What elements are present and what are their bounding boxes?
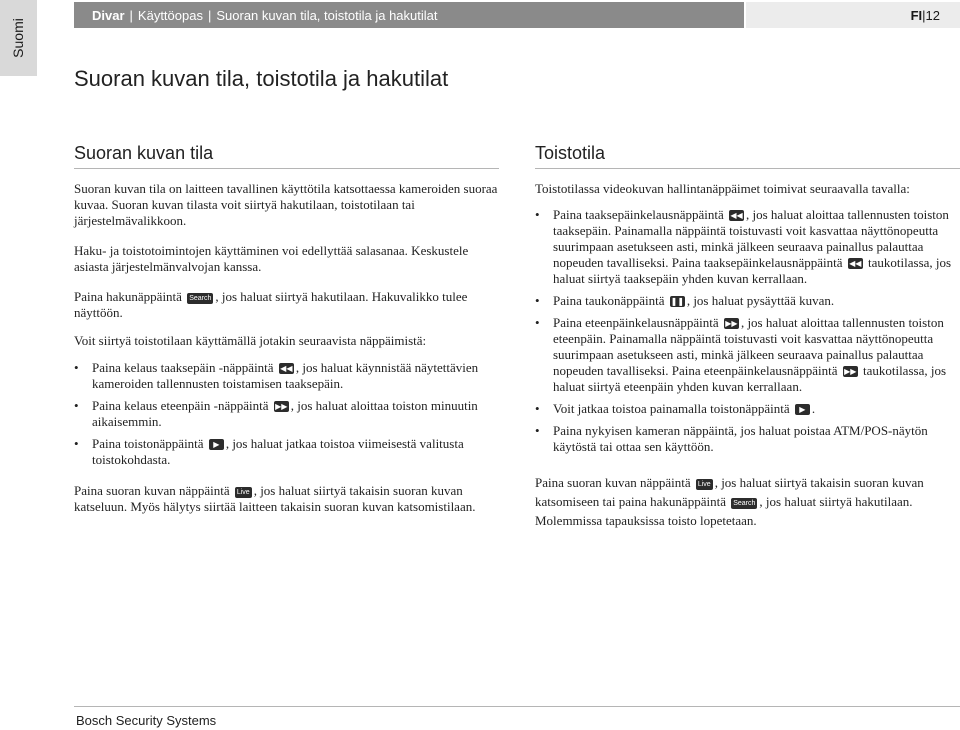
text-run: Paina hakunäppäintä — [74, 289, 182, 304]
search-key-icon: Search — [733, 500, 756, 507]
header-separator: | — [922, 7, 926, 23]
fast-forward-key-icon: ▶▶ — [725, 319, 738, 328]
live-mode-paragraph: Haku- ja toistotoimintojen käyttäminen voi edellyttää salasanaa. Keskustele asiasta järjestelmänvalvojan kanssa. — [74, 243, 469, 274]
list-item: • Paina kelaus taaksepäin -näppäintä ◀◀ , jos haluat käynnistää näytettävien kameroiden tallennusten toistamisen taaksepäin. — [74, 360, 499, 392]
header-separator: | — [129, 7, 133, 23]
playback-control-list — [535, 207, 960, 455]
text-run: , jos haluat siirtyä hakutilaan. Hakuvalikko tulee näyttöön. — [74, 289, 468, 320]
header-page-info — [746, 2, 960, 28]
rewind-key-icon: ◀◀ — [849, 259, 862, 268]
live-mode-paragraph: Suoran kuvan tila on laitteen tavallinen käyttötila katsottaessa kameroiden suoraa kuvaa. Suoran kuvan tilasta voit siirtyä hakutilaan, toistotilaan tai järjestelmävalikkoon. — [74, 181, 498, 228]
header-section: Suoran kuvan tila, toistotila ja hakutilat — [216, 7, 438, 23]
live-key-icon: Live — [697, 481, 711, 488]
language-tab — [0, 0, 37, 76]
header-bar — [74, 2, 744, 28]
playback-intro: Toistotilassa videokuvan hallintanäppäimet toimivat seuraavalla tavalla: — [535, 181, 910, 196]
header-manual: Käyttöopas — [137, 7, 203, 23]
fast-forward-key-icon: ▶▶ — [275, 402, 288, 411]
list-item: • Paina eteenpäinkelausnäppäintä ▶▶ , jos haluat aloittaa tallennusten toiston eteenpäin. Painamalla näppäintä toistuvasti voit kasvattaa näyttönopeutta suurimpaan asetukseen asti, minkä jälkeen seuraava painallus palauttaa nopeuden tavalliseksi. Paina eteenpäinkelausnäppäintä ▶▶ taukotilassa, jos haluat siirtyä eteenpäin yhden kuvan kerrallaan. — [535, 315, 960, 395]
list-item: • Paina taaksepäinkelausnäppäintä ◀◀ , jos haluat aloittaa tallennusten toiston taaksepäin. Painamalla näppäintä toistuvasti voit kasvattaa näyttönopeutta suurimpaan asetukseen asti, minkä jälkeen seuraava painallus palauttaa nopeuden tavalliseksi. Paina taaksepäinkelausnäppäintä ◀◀ taukotilassa, jos haluat siirtyä taaksepäin yhden kuvan kerrallaan. — [535, 207, 960, 287]
list-item: • Voit jatkaa toistoa painamalla toistonäppäintä ▶ . — [535, 401, 960, 417]
header-page-number: 12 — [925, 7, 940, 23]
header-product: Divar — [92, 7, 125, 23]
playback-outro: Paina suoran kuvan näppäintä Live , jos haluat siirtyä takaisin suoran kuvan katsomiseen tai paina hakunäppäintä Search , jos haluat siirtyä hakutilaan. Molemmissa tapauksissa toisto lopetetaan. — [535, 475, 924, 528]
play-key-icon: ▶ — [209, 439, 224, 450]
live-return-instruction: Paina suoran kuvan näppäintä Live , jos haluat siirtyä takaisin suoran kuvan katseluun. Myös hälytys siirtää laitteen takaisin suoran kuvan katsomistilaan. — [74, 483, 476, 514]
page-title: Suoran kuvan tila, toistotila ja hakutilat — [74, 66, 449, 91]
live-key-icon: Live — [236, 489, 250, 496]
list-item: • Paina kelaus eteenpäin -näppäintä ▶▶ , jos haluat aloittaa toiston minuutin aikaisemmin. — [74, 398, 499, 430]
playback-key-list — [74, 360, 499, 468]
pause-key-icon: ❚❚ — [670, 297, 685, 306]
header-lang: FI — [910, 7, 923, 23]
fast-forward-key-icon: ▶▶ — [844, 367, 857, 376]
rewind-key-icon: ◀◀ — [730, 211, 743, 220]
play-key-icon: ▶ — [795, 404, 810, 415]
list-item: • Paina toistonäppäintä ▶ , jos haluat jatkaa toistoa viimeisestä valitusta toistokohdasta. — [74, 436, 499, 468]
rewind-key-icon: ◀◀ — [280, 364, 293, 373]
live-mode-paragraph: Voit siirtyä toistotilaan käyttämällä jotakin seuraavista näppäimistä: — [74, 333, 427, 348]
list-item: • Paina taukonäppäintä ❚❚ , jos haluat pysäyttää kuvan. — [535, 293, 960, 309]
live-mode-section — [74, 143, 499, 515]
header-separator: | — [207, 7, 212, 23]
search-instruction — [74, 289, 499, 321]
list-item: • Paina nykyisen kameran näppäintä, jos haluat poistaa ATM/POS-näytön käytöstä tai ottaa sen käyttöön. — [535, 423, 960, 455]
playback-mode-section — [535, 143, 960, 530]
footer-divider — [74, 706, 960, 707]
search-key-icon: Search — [189, 295, 212, 302]
playback-mode-heading: Toistotila — [535, 143, 960, 169]
live-mode-heading: Suoran kuvan tila — [74, 143, 499, 169]
footer-company: Bosch Security Systems — [76, 713, 217, 728]
language-tab-label: Suomi — [10, 18, 26, 58]
